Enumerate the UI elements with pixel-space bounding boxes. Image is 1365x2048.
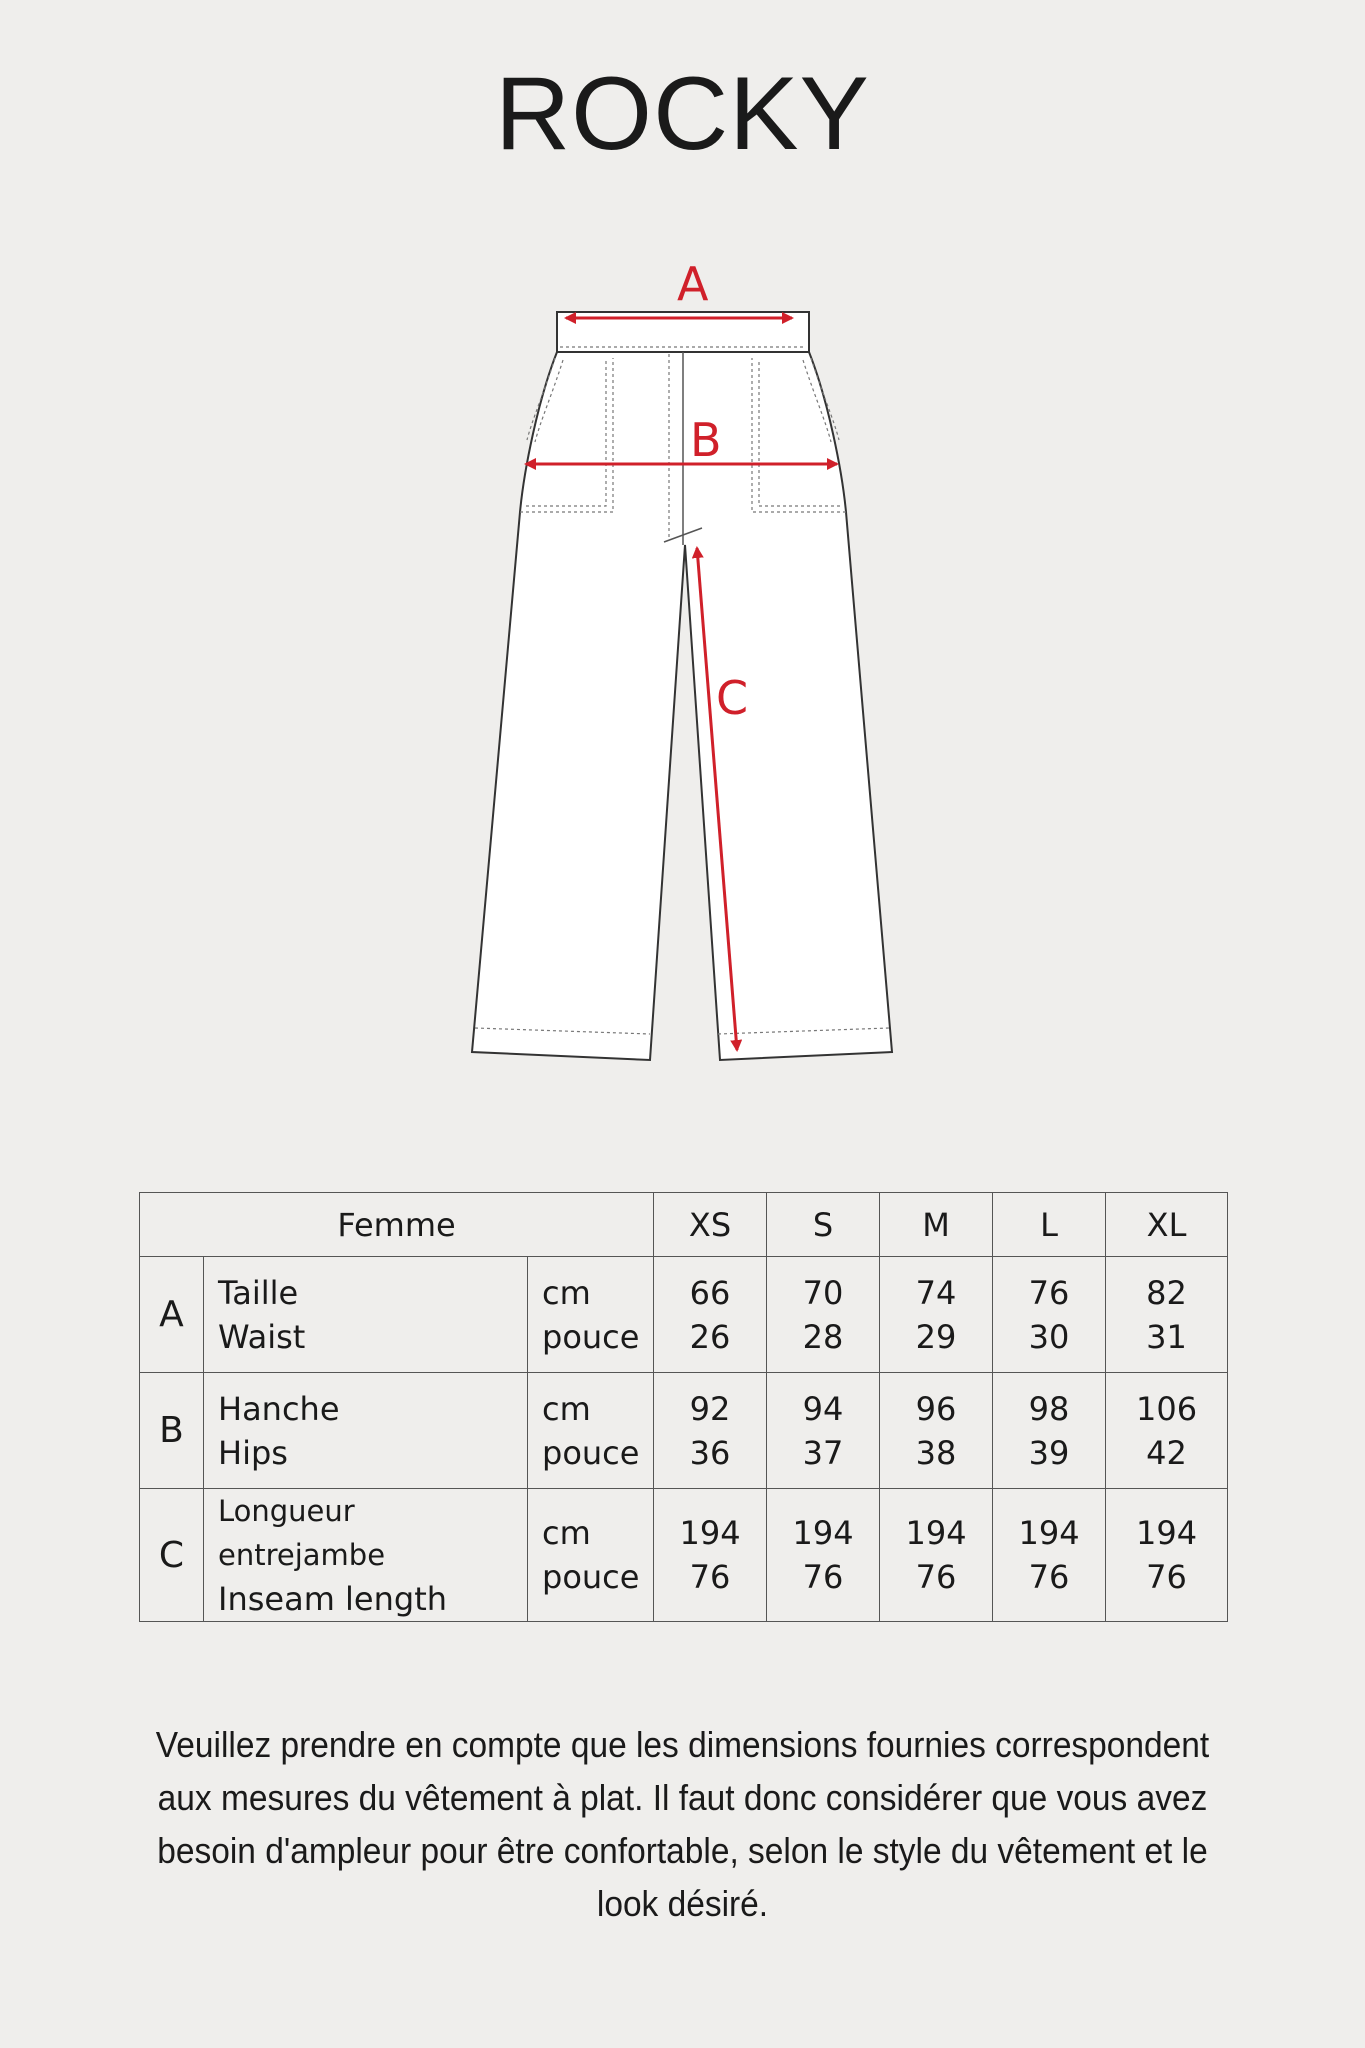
- value-cell: 194 76: [767, 1489, 880, 1622]
- value-cell: 194 76: [654, 1489, 767, 1622]
- label-c: C: [716, 671, 749, 725]
- label-en: Hips: [218, 1433, 288, 1472]
- unit-cm: cm: [542, 1389, 591, 1428]
- header-size-xs: XS: [654, 1193, 767, 1257]
- size-table: [139, 1192, 1228, 1622]
- label-fr: Hanche: [218, 1389, 340, 1428]
- value-cell: 94 37: [767, 1373, 880, 1489]
- page-title: ROCKY: [495, 56, 870, 172]
- value-cell: 194 76: [1106, 1489, 1228, 1622]
- value-cell: 82 31: [1106, 1257, 1228, 1373]
- table-row-hips: [140, 1373, 1228, 1489]
- value-cell: 106 42: [1106, 1373, 1228, 1489]
- value-cell: 194 76: [993, 1489, 1106, 1622]
- row-letter-c: C: [140, 1489, 204, 1622]
- header-size-xl: XL: [1106, 1193, 1228, 1257]
- unit-cm: cm: [542, 1514, 591, 1552]
- row-label-waist: [204, 1257, 528, 1373]
- unit-in: pouce: [542, 1433, 640, 1472]
- label-fr: Longueur entrejambe: [218, 1494, 386, 1572]
- row-label-inseam: [204, 1489, 528, 1622]
- value-cell: 66 26: [654, 1257, 767, 1373]
- row-label-hips: [204, 1373, 528, 1489]
- label-b: B: [690, 413, 722, 467]
- row-letter-b: B: [140, 1373, 204, 1489]
- pants-outline: [472, 312, 892, 1060]
- header-size-l: L: [993, 1193, 1106, 1257]
- value-cell: 92 36: [654, 1373, 767, 1489]
- value-cell: 96 38: [880, 1373, 993, 1489]
- label-fr: Taille: [218, 1273, 299, 1312]
- fit-note: Veuillez prendre en compte que les dimensions fournies correspondent aux mesures du vêtement à plat. Il faut donc considérer que vous avez besoin d'ampleur pour être confortable, selon le style du vêtement et le look désiré.: [155, 1724, 1210, 1924]
- unit-in: pouce: [542, 1317, 640, 1356]
- row-units: [528, 1373, 654, 1489]
- unit-in: pouce: [542, 1558, 640, 1596]
- header-size-m: M: [880, 1193, 993, 1257]
- label-a: A: [677, 257, 709, 311]
- value-cell: 194 76: [880, 1489, 993, 1622]
- pants-body: [472, 352, 892, 1060]
- table-row-inseam: [140, 1489, 1228, 1622]
- row-letter-a: A: [140, 1257, 204, 1373]
- header-femme: Femme: [140, 1193, 654, 1257]
- label-en: Waist: [218, 1317, 306, 1356]
- value-cell: 76 30: [993, 1257, 1106, 1373]
- label-en: Inseam length: [218, 1580, 448, 1618]
- value-cell: 98 39: [993, 1373, 1106, 1489]
- header-size-s: S: [767, 1193, 880, 1257]
- unit-cm: cm: [542, 1273, 591, 1312]
- value-cell: 70 28: [767, 1257, 880, 1373]
- size-table-header: [140, 1193, 1228, 1257]
- row-units: [528, 1489, 654, 1622]
- table-row-waist: [140, 1257, 1228, 1373]
- value-cell: 74 29: [880, 1257, 993, 1373]
- row-units: [528, 1257, 654, 1373]
